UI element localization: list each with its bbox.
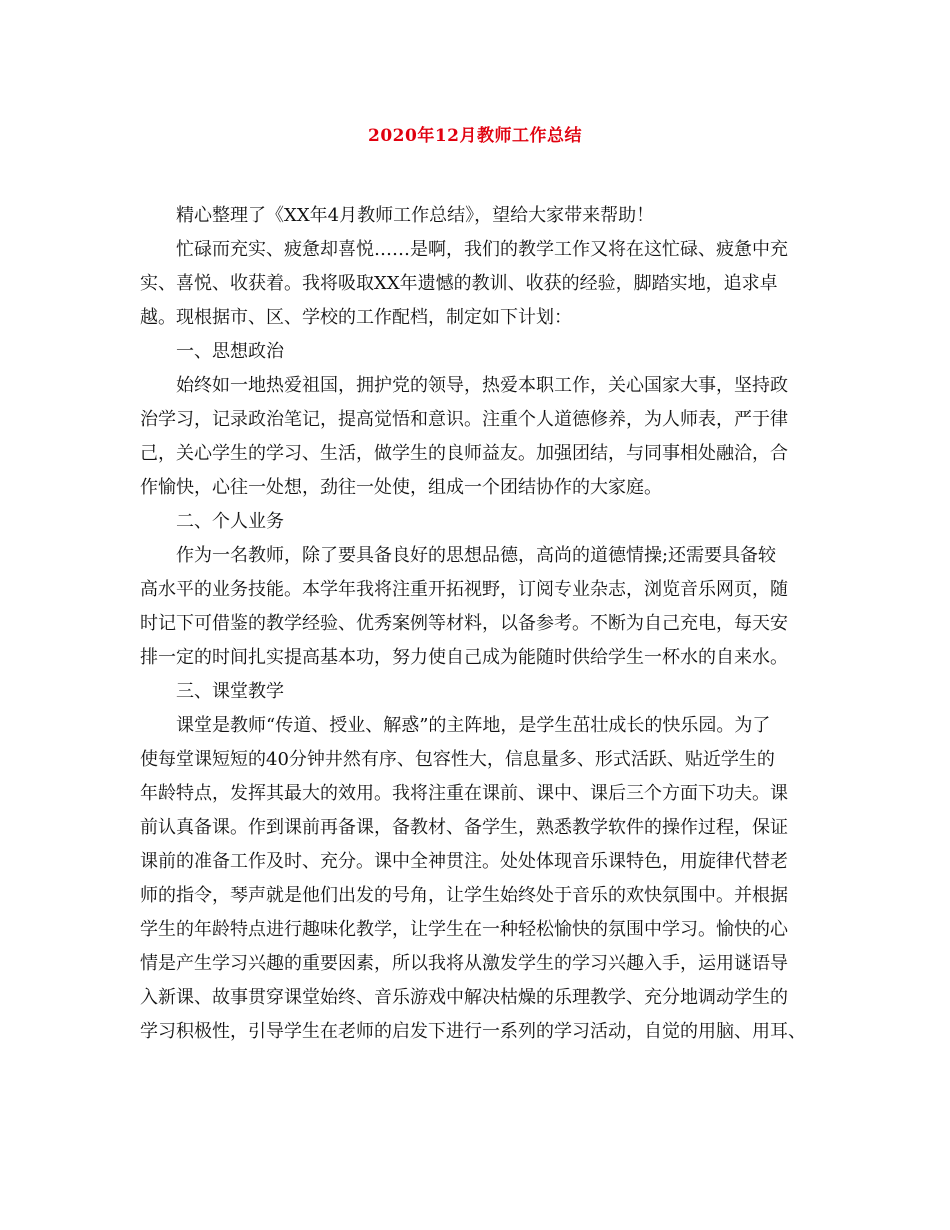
paragraph-line: 师的指令，琴声就是他们出发的号角，让学生始终处于音乐的欢快氛围中。并根据	[140, 885, 788, 906]
paragraph-line: 排一定的时间扎实提高基本功，努力使自己成为能随时供给学生一杯水的自来水。	[140, 647, 788, 668]
paragraph-line: 始终如一地热爱祖国，拥护党的领导，热爱本职工作，关心国家大事，坚持政	[176, 375, 788, 396]
paragraph-line: 学生的年龄特点进行趣味化教学，让学生在一种轻松愉快的氛围中学习。愉快的心	[140, 919, 788, 940]
paragraph-line: 课堂是教师“传道、授业、解惑”的主阵地，是学生茁壮成长的快乐园。为了	[176, 715, 771, 736]
paragraph-line: 课前的准备工作及时、充分。课中全神贯注。处处体现音乐课特色，用旋律代替老	[140, 851, 788, 872]
paragraph-line: 入新课、故事贯穿课堂始终、音乐游戏中解决枯燥的乐理教学、充分地调动学生的	[140, 987, 788, 1008]
paragraph-line: 前认真备课。作到课前再备课，备教材、备学生，熟悉教学软件的操作过程，保证	[140, 817, 788, 838]
paragraph-line: 作愉快，心往一处想，劲往一处使，组成一个团结协作的大家庭。	[140, 477, 662, 498]
paragraph-line: 时记下可借鉴的教学经验、优秀案例等材料，以备参考。不断为自己充电，每天安	[140, 613, 788, 634]
intro-line: 精心整理了《XX年4月教师工作总结》，望给大家带来帮助！	[176, 205, 655, 226]
document-title: 2020年12月教师工作总结	[368, 126, 582, 146]
paragraph-line: 己，关心学生的学习、生活，做学生的良师益友。加强团结，与同事相处融洽，合	[140, 443, 788, 464]
section-heading-politics: 一、思想政治	[176, 341, 284, 362]
paragraph-line: 高水平的业务技能。本学年我将注重开拓视野，订阅专业杂志，浏览音乐网页，随	[140, 579, 788, 600]
paragraph-line: 忙碌而充实、疲惫却喜悦……是啊，我们的教学工作又将在这忙碌、疲惫中充	[176, 239, 788, 260]
paragraph-line: 治学习，记录政治笔记，提高觉悟和意识。注重个人道德修养，为人师表，严于律	[140, 409, 788, 430]
paragraph-line: 越。现根据市、区、学校的工作配档，制定如下计划：	[140, 307, 572, 328]
paragraph-line: 使每堂课短短的40分钟井然有序、包容性大，信息量多、形式活跃、贴近学生的	[140, 749, 775, 770]
section-heading-business: 二、个人业务	[176, 511, 284, 532]
paragraph-line: 作为一名教师，除了要具备良好的思想品德，高尚的道德情操;还需要具备较	[176, 545, 777, 566]
paragraph-line: 情是产生学习兴趣的重要因素，所以我将从激发学生的学习兴趣入手，运用谜语导	[140, 953, 788, 974]
section-heading-classroom: 三、课堂教学	[176, 681, 284, 702]
paragraph-line: 年龄特点，发挥其最大的效用。我将注重在课前、课中、课后三个方面下功夫。课	[140, 783, 788, 804]
paragraph-line: 学习积极性，引导学生在老师的启发下进行一系列的学习活动，自觉的用脑、用耳、	[140, 1021, 806, 1042]
paragraph-line: 实、喜悦、收获着。我将吸取XX年遗憾的教训、收获的经验，脚踏实地，追求卓	[140, 273, 778, 294]
